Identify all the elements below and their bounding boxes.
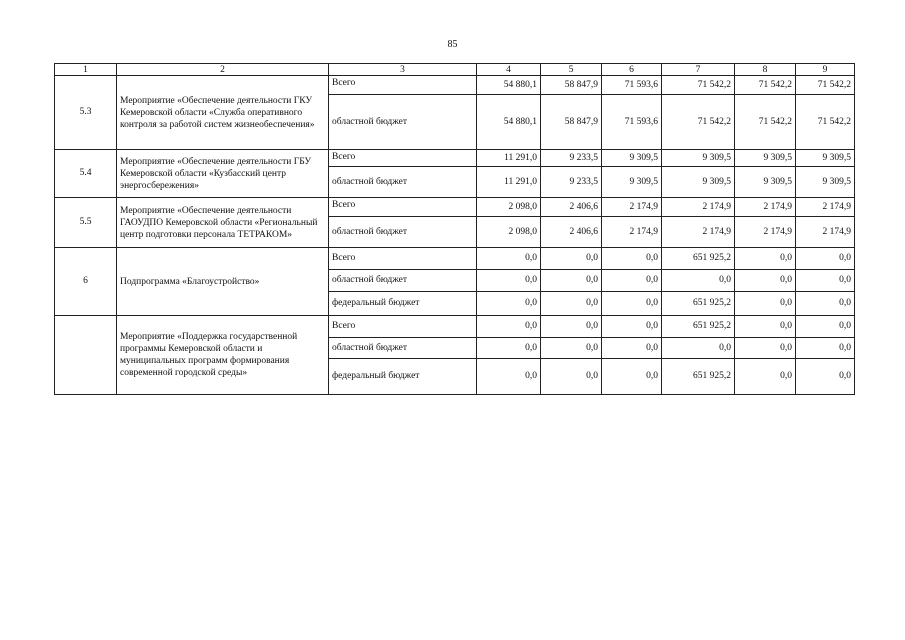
funding-source: Всего bbox=[329, 316, 477, 338]
value-cell: 0,0 bbox=[796, 270, 855, 292]
value-cell: 9 309,5 bbox=[602, 150, 662, 167]
item-name: Мероприятие «Обеспечение деятельности ГБУ Кемеровской области «Кузбасский центр энергосбережения» bbox=[117, 150, 329, 198]
value-cell: 0,0 bbox=[796, 359, 855, 395]
value-cell: 71 542,2 bbox=[796, 95, 855, 150]
item-name: Мероприятие «Обеспечение деятельности ГКУ Кемеровской области «Служба оперативного контроля за работой систем жизнеобеспечения» bbox=[117, 76, 329, 150]
value-cell: 0,0 bbox=[541, 248, 602, 270]
item-number: 5.4 bbox=[55, 150, 117, 198]
value-cell: 0,0 bbox=[477, 316, 541, 338]
value-cell: 71 542,2 bbox=[735, 95, 796, 150]
page-number: 85 bbox=[447, 39, 458, 50]
value-cell: 9 233,5 bbox=[541, 150, 602, 167]
value-cell: 11 291,0 bbox=[477, 150, 541, 167]
table-row bbox=[55, 150, 855, 167]
value-cell: 71 542,2 bbox=[796, 76, 855, 95]
item-name: Мероприятие «Поддержка государственной программы Кемеровской области и муниципальных программ формирования современной городской среды» bbox=[117, 316, 329, 395]
table-row bbox=[55, 76, 855, 95]
value-cell: 0,0 bbox=[541, 338, 602, 359]
value-cell: 11 291,0 bbox=[477, 167, 541, 198]
value-cell: 2 174,9 bbox=[735, 217, 796, 248]
table-row bbox=[55, 248, 855, 270]
funding-source: Всего bbox=[329, 150, 477, 167]
funding-source: Всего bbox=[329, 198, 477, 217]
value-cell: 0,0 bbox=[735, 316, 796, 338]
budget-table bbox=[54, 63, 855, 395]
header-cell: 6 bbox=[602, 64, 662, 76]
header-row bbox=[55, 64, 855, 76]
value-cell: 2 174,9 bbox=[662, 217, 735, 248]
item-number bbox=[55, 316, 117, 395]
value-cell: 71 542,2 bbox=[735, 76, 796, 95]
value-cell: 0,0 bbox=[602, 248, 662, 270]
header-cell: 4 bbox=[477, 64, 541, 76]
value-cell: 0,0 bbox=[602, 316, 662, 338]
value-cell: 2 406,6 bbox=[541, 198, 602, 217]
value-cell: 0,0 bbox=[796, 316, 855, 338]
header-cell: 1 bbox=[55, 64, 117, 76]
value-cell: 2 174,9 bbox=[602, 198, 662, 217]
value-cell: 71 593,6 bbox=[602, 95, 662, 150]
value-cell: 71 542,2 bbox=[662, 95, 735, 150]
value-cell: 651 925,2 bbox=[662, 316, 735, 338]
value-cell: 9 309,5 bbox=[662, 150, 735, 167]
value-cell: 9 309,5 bbox=[796, 167, 855, 198]
value-cell: 0,0 bbox=[735, 338, 796, 359]
item-name: Мероприятие «Обеспечение деятельности ГАОУДПО Кемеровской области «Региональный центр подготовки персонала ТЕТРАКОМ» bbox=[117, 198, 329, 248]
value-cell: 0,0 bbox=[735, 359, 796, 395]
value-cell: 9 309,5 bbox=[602, 167, 662, 198]
funding-source: областной бюджет bbox=[329, 338, 477, 359]
value-cell: 9 309,5 bbox=[735, 150, 796, 167]
value-cell: 0,0 bbox=[735, 292, 796, 316]
value-cell: 0,0 bbox=[662, 338, 735, 359]
value-cell: 2 406,6 bbox=[541, 217, 602, 248]
value-cell: 2 174,9 bbox=[796, 217, 855, 248]
value-cell: 651 925,2 bbox=[662, 359, 735, 395]
table-body bbox=[55, 64, 855, 395]
value-cell: 0,0 bbox=[602, 338, 662, 359]
funding-source: областной бюджет bbox=[329, 270, 477, 292]
value-cell: 71 593,6 bbox=[602, 76, 662, 95]
value-cell: 0,0 bbox=[477, 292, 541, 316]
funding-source: областной бюджет bbox=[329, 217, 477, 248]
value-cell: 9 309,5 bbox=[735, 167, 796, 198]
header-cell: 8 bbox=[735, 64, 796, 76]
value-cell: 2 098,0 bbox=[477, 217, 541, 248]
header-cell: 9 bbox=[796, 64, 855, 76]
value-cell: 0,0 bbox=[735, 248, 796, 270]
value-cell: 0,0 bbox=[477, 248, 541, 270]
value-cell: 54 880,1 bbox=[477, 76, 541, 95]
value-cell: 9 233,5 bbox=[541, 167, 602, 198]
funding-source: областной бюджет bbox=[329, 95, 477, 150]
value-cell: 2 174,9 bbox=[662, 198, 735, 217]
value-cell: 0,0 bbox=[796, 292, 855, 316]
value-cell: 2 174,9 bbox=[735, 198, 796, 217]
value-cell: 0,0 bbox=[602, 359, 662, 395]
value-cell: 0,0 bbox=[796, 248, 855, 270]
value-cell: 0,0 bbox=[735, 270, 796, 292]
value-cell: 651 925,2 bbox=[662, 292, 735, 316]
value-cell: 0,0 bbox=[541, 316, 602, 338]
value-cell: 0,0 bbox=[477, 338, 541, 359]
value-cell: 0,0 bbox=[602, 270, 662, 292]
funding-source: Всего bbox=[329, 248, 477, 270]
header-cell: 3 bbox=[329, 64, 477, 76]
header-cell: 7 bbox=[662, 64, 735, 76]
value-cell: 2 174,9 bbox=[602, 217, 662, 248]
value-cell: 9 309,5 bbox=[662, 167, 735, 198]
funding-source: областной бюджет bbox=[329, 167, 477, 198]
value-cell: 0,0 bbox=[796, 338, 855, 359]
value-cell: 2 098,0 bbox=[477, 198, 541, 217]
value-cell: 0,0 bbox=[541, 359, 602, 395]
funding-source: федеральный бюджет bbox=[329, 359, 477, 395]
value-cell: 58 847,9 bbox=[541, 95, 602, 150]
table-row bbox=[55, 316, 855, 338]
item-name: Подпрограмма «Благоустройство» bbox=[117, 248, 329, 316]
item-number: 5.5 bbox=[55, 198, 117, 248]
value-cell: 0,0 bbox=[541, 270, 602, 292]
value-cell: 651 925,2 bbox=[662, 248, 735, 270]
item-number: 5.3 bbox=[55, 76, 117, 150]
value-cell: 2 174,9 bbox=[796, 198, 855, 217]
value-cell: 71 542,2 bbox=[662, 76, 735, 95]
header-cell: 5 bbox=[541, 64, 602, 76]
table-row bbox=[55, 198, 855, 217]
value-cell: 54 880,1 bbox=[477, 95, 541, 150]
value-cell: 0,0 bbox=[662, 270, 735, 292]
value-cell: 58 847,9 bbox=[541, 76, 602, 95]
funding-source: федеральный бюджет bbox=[329, 292, 477, 316]
value-cell: 0,0 bbox=[477, 359, 541, 395]
value-cell: 0,0 bbox=[541, 292, 602, 316]
header-cell: 2 bbox=[117, 64, 329, 76]
item-number: 6 bbox=[55, 248, 117, 316]
funding-source: Всего bbox=[329, 76, 477, 95]
value-cell: 0,0 bbox=[602, 292, 662, 316]
value-cell: 0,0 bbox=[477, 270, 541, 292]
value-cell: 9 309,5 bbox=[796, 150, 855, 167]
